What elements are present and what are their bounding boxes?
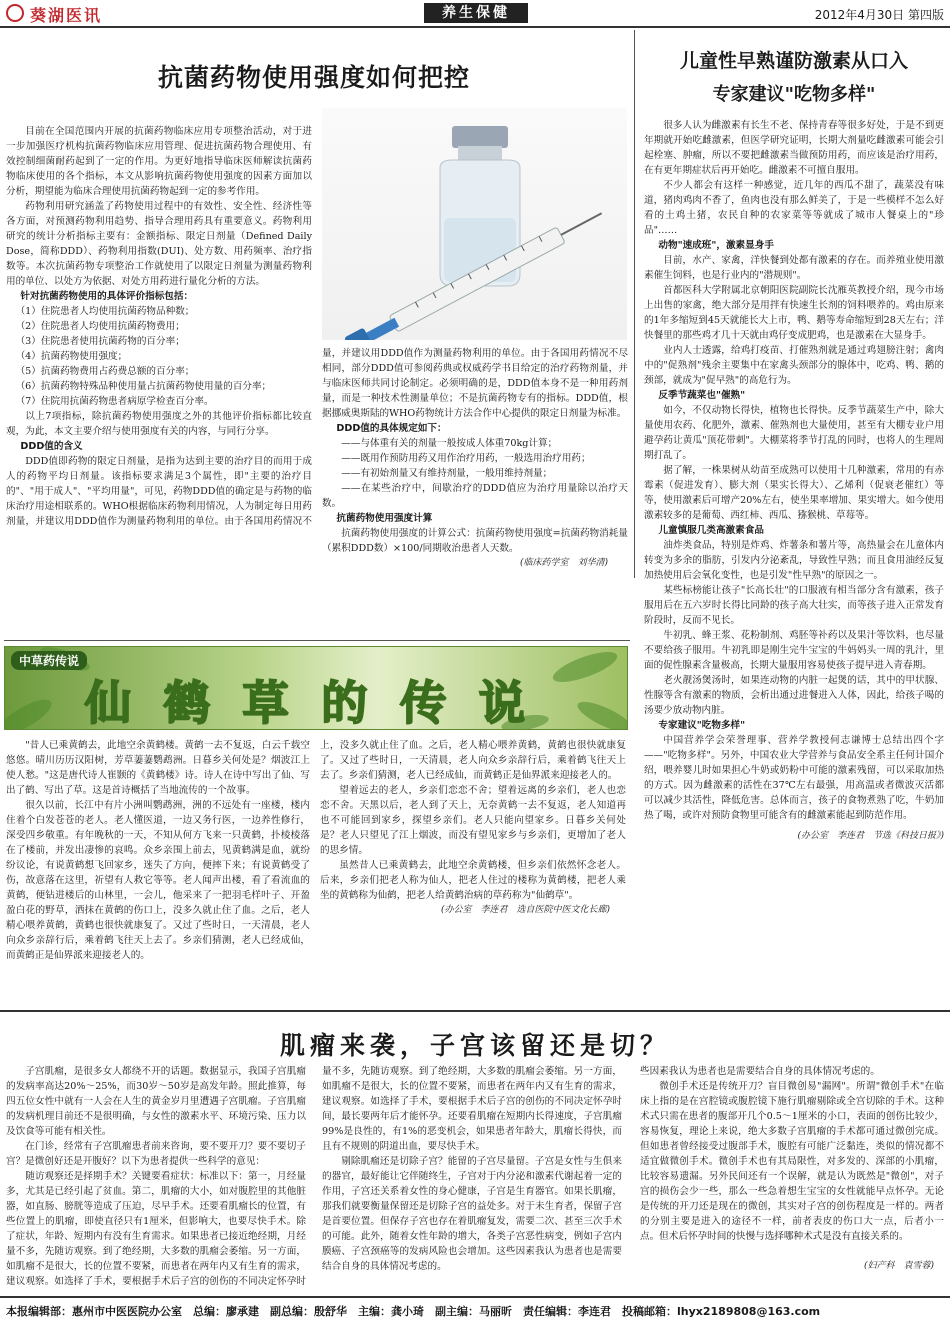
indicator-heading: 针对抗菌药物使用的具体评价指标包括： [20,291,194,302]
article3-title: 肌瘤来袭，子宫该留还是切？ [279,1031,670,1060]
article2-title-line1: 儿童性早熟谨防激素从口入 [679,50,908,72]
article2-h2: 反季节蔬菜也"催熟" [658,390,746,401]
legend-p: "昔人已乘黄鹤去，此地空余黄鹤楼。黄鹤一去不复返，白云千载空悠悠。晴川历历汉阳树，芳草萋萋鹦鹉洲。日暮乡关何处是？烟波江上使人愁。"这是唐代诗人崔颢的《黄鹤楼》诗。诗人在诗中写出了仙、写出了鹤、写出了草。这是首诗概括了当地流传的一个故事。 [6,740,310,796]
section-rule [4,640,630,641]
indicator-item: （3）住院患者使用抗菌药物的百分率； [15,336,185,347]
article3-p: 在门诊，经常有子宫肌瘤患者前来咨询，要不要开刀？要不要切子宫？是微创好还是开腹好？以下为患者提供一些科学的意见： [6,1141,306,1167]
article3-p-cont: 些因素我认为患者也是需要结合自身的具体情况考虑的。 [640,1066,880,1077]
article2-h1: 动物"速成班"，激素显身手 [658,240,774,251]
indicator-item: （6）抗菌药物特殊品种使用量占抗菌药物使用量的百分率； [15,381,272,392]
article3-p: 随访观察还是择期手术？关键要看症状：标准以下：第一，月经量多，尤其是已经引起了贫血。第二，肌瘤的大小，如对腹腔里的其他脏器，如直肠、膀胱等造成了压迫，尽早手术。还要看肌瘤长的位置，有些位置上的肌瘤，即使直径只有1厘米，但影响大，也要尽快手术。除了症状，年龄、短期内有没有生育需求。如果患者已接近绝经期，月经量不多，先随访观察。到了绝经期，大多数的肌瘤会萎缩。另一方面，如肌瘤不是很大，长的位置不要紧，而患者在两年内又有生育的需求，建议观察。如选择了手术，要根据手术后子宫的创伤的不同决定怀孕时 [6,1171,306,1287]
legend-title-char: 仙 [85,676,131,730]
rule-heading: DDD值的具体规定如下： [336,423,447,434]
legend-banner [4,646,628,730]
article3-col1 [6,1064,306,1290]
legend-tag: 中草药传说 [11,651,87,670]
paper-name: 葵湖医讯 [30,6,103,25]
ddd-text-cont: 量，并建议用DDD值作为测量药物利用的单位。由于各国用药情况不尽相同，部分DDD值可参阅药典或权威药学书目给定的治疗药物剂量，并与临床医师共同讨论制定。必须明确的是，DDD值本身不是一种用药剂量，而是一种技术性测量单位；不是抗菌药物专有的指标。DDD值，根据挪威奥斯陆的WHO药物统计方法合作中心提供的限定日剂量为标准。 [322,348,628,419]
article3-col2 [322,1064,622,1290]
article2-p: 很多人认为雌激素有长生不老、保持青春等很多好处，于是不到更年期就开始吃雌激素，但医学研究证明，长期大剂量吃雌激素可能会引起栓塞、肿瘤，所以不要把雌激素当做预防用药，而应该是治疗用药，在有更年期症状后再开始吃。雌激素不可擅自服用。 [644,120,944,176]
legend-col2 [320,738,626,918]
legend-p: 望着远去的老人，乡亲们恋恋不舍；望着远离的乡亲们，老人也恋恋不舍。天黑以后，老人到了天上，无奈黄鹤一去不复返，老人知道再也不可能回到家乡，探望乡亲们。老人只能向望家乡。日暮乡关何处是？老人只望见了江上烟波，而没有望见家乡与乡亲们，更增加了老人的思乡情。 [320,785,626,856]
calc-text: 抗菌药物使用强度的计算公式：抗菌药物使用强度=抗菌药物消耗量（累积DDD数）×100/同期收治患者人天数。 [322,528,628,554]
article3-p: 微创手术还是传统开刀？盲目微创易"漏网"。所谓"微创手术"在临床上指的是在宫腔镜或腹腔镜下施行肌瘤剔除或全宫切除的手术。这种术式只需在患者的腹部开几个0.5～1厘米的小口，表面的创伤比较少，容易恢复，理论上来说，绝大多数子宫肌瘤的手术都可通过微创完成。但如患者曾经接受过腹部手术，腹腔有可能广泛黏连，类似的情况都不适宜做微创手术。微创手术也有其局限性，对多发的、深部的小肌瘤，比较容易遗漏。另外民间还有一个误解，就是认为既然是"微创"，对子宫的损伤会少一些，那么一些急着想生宝宝的女性就能早点怀孕。无论是传统的开刀还是现在的微创，其实对子宫的创伤程度是一样的。两者的分别主要是进入的途径不一样，前者表皮的伤口大一点，后者小一点。但术后怀孕时间的快慢与选择哪种术式是没有直接关系的。 [640,1081,944,1242]
indicator-item: （2）住院患者人均使用抗菌药物费用； [15,321,185,332]
article3-source: (妇产科 袁雪蓉) [863,1261,934,1271]
article2-source: (办公室 李连君 节选《科技日报》) [797,831,944,841]
article1-after-list: 以上7项指标，除抗菌药物使用强度之外的其他评价指标都比较直观，为此，本文主要介绍与使用强度有关的内容，与同行分享。 [6,411,312,437]
legend-title [85,667,525,730]
article1-col1 [6,124,312,529]
article3-p: 子宫肌瘤，是很多女人都绕不开的话题。数据显示，我国子宫肌瘤的发病率高达20%～25%，而30岁～50岁是高发年龄。照此推算，每四五位女性中就有一人会在人生的黄金岁月里遭遇子宫肌瘤。子宫肌瘤的发病机理目前还不是很明确，与女性的激素水平、环境污染、压力以及饮食等可能有相关性。 [6,1066,306,1137]
article2-p: 油炸类食品，特别是炸鸡、炸薯条和薯片等，高热量会在儿童体内转变为多余的脂肪，引发内分泌紊乱，导致性早熟；而且食用油经反复加热使用后会氧化变性，也是引发"性早熟"的原因之一。 [644,540,944,581]
article1-intro-p1: 目前在全国范围内开展的抗菌药物临床应用专项整治活动，对于进一步加强医疗机构抗菌药物临床应用管理、促进抗菌药物合理使用、有效控制细菌耐药起到了一定的作用。为更好地指导临床医师解读抗菌药物临床使用的各个指标，本文从影响抗菌药物使用强度的因素方面加以分析，期望能为临床合理使用抗菌药物起到一定的参考作用。 [6,126,312,197]
legend-title-char: 传 [400,676,447,730]
ddd-text: DDD值即药物的限定日剂量，是指为达到主要的治疗目的而用于成人的药物平均日剂量。该指标要求满足3个属性，即"主要的治疗目的"、"用于成人"、"平均用量"，可见，药物DDD值的确定是与药物的临床治疗用途相联系的。WHO根据临床药物利用情况，人为制定每日用药剂量，并建议用DDD值作为测量药物利用的单位。由于各国用药情况不 [6,456,312,527]
masthead [0,0,950,26]
article2-body [644,118,944,844]
footer-rule [0,1296,950,1298]
article2-p: 首都医科大学附属北京朝阳医院副院长沈雁英教授介绍，现今市场上出售的家禽，绝大部分是用拌有快速生长剂的饲料喂养的。鸡由原来的1年多缩短到45天就能长大上市，鸭、鹅等寿命缩短到28天左右；洋快餐里的那些鸡才几十天就由鸡仔变成肥鸡，也是激素在大显身手。 [644,285,944,341]
legend-col1 [6,738,310,1000]
legend-title-char: 草 [242,676,289,730]
ddd-rule: ——在某些治疗中，间歇治疗的DDD值应为治疗用量除以治疗天数。 [322,483,628,509]
article2-p: 据了解，一株果树从幼苗至成熟可以使用十几种激素，常用的有赤霉素（促进发育）、膨大剂（果实长得大）、乙烯利（促衰老催红）等等，使用激素后可增产20%左右，使坐果率增加、果实增大。如今使用激素较多的是葡萄、西红柿、西瓜、猕猴桃、草莓等。 [644,465,944,521]
vial-syringe-photo [322,108,627,340]
hospital-logo-icon [6,4,24,22]
article2-title-line2: 专家建议"吃物多样" [712,84,876,105]
ddd-heading: DDD值的含义 [20,441,83,452]
legend-title-char: 说 [478,676,525,730]
legend-title-char: 的 [321,676,368,730]
section-label: 养生保健 [424,3,528,23]
ddd-rule: ——与体重有关的剂量一般按成人体重70kg计算； [341,438,558,449]
legend-title-char: 鹤 [163,676,210,730]
article2-p: 牛初乳、蜂王浆、花粉制剂、鸡胚等补药以及果汁等饮料，也尽量不要给孩子服用。牛初乳即是刚生完牛宝宝的牛妈妈头一周的乳汁，里面的促性腺素含量极高，长期大量服用容易使孩子提早进入青春期。 [644,630,944,671]
article2-h3: 儿童慎服几类高激素食品 [658,525,764,536]
article3-col3 [640,1064,944,1274]
article2-p: 目前，水产、家禽，洋快餐到处都有激素的存在。而养殖业使用激素催生饲料，也是行业内的"潜规则"。 [644,255,944,281]
date-page: 2012年4月30日 第四版 [814,8,944,22]
article3-p-cont: 量不多，先随访观察。到了绝经期，大多数的肌瘤会萎缩。另一方面，如肌瘤不是很大，长的位置不要紧，而患者在两年内又有生育的需求，建议观察。如选择了手术，要根据手术后子宫的创伤的不同决定怀孕时间，最长要两年后才能怀孕。还要看肌瘤在短期内长得速度，子宫肌瘤99%是良性的，有1%的恶变机会，如果患者年龄大，肌瘤长得快，而且有不规则的阴道出血，要尽快手术。 [322,1066,622,1152]
indicator-item: （5）抗菌药物费用占药费总额的百分率； [15,366,195,377]
indicator-item: （4）抗菌药物使用强度； [15,351,128,362]
article1-col2 [322,346,628,571]
indicator-item: （7）住院用抗菌药物患者病原学检查百分率。 [15,396,214,407]
legend-p: 很久以前，长江中有片小洲叫鹦鹉洲，洲的不远处有一座楼，楼内住着个白发苍苍的老人。老人懂医道，一边又务行医，一边养性修行，深受四乡敬重。有年晚秋的一天，不知从何方飞来一只黄鹤，扑棱棱落在了楼前，并发出凄惨的哀鸣。众乡亲围上前去，见黄鹤满是血，就纷纷议论，有说黄鹤想飞回家乡，迷失了方向，便摔下来；有说黄鹤受了伤，故意落在这里，祈望有人救它等等。老人闻声出楼，看了看流血的黄鹤，便钻进楼后的山林里，一会儿，他采来了一把羽毛样叶子、开盈盈白花的野草，洒抹在黄鹤的伤口上，没多久就止住了血。之后，老人精心喂养黄鹤，黄鹤也很快就康复了。又过了些时日，一天清晨，老人向众乡亲辞行后，乘着鹤飞往天上去了。乡亲们猜测，老人已经成仙，而黄鹤正是仙界派来迎接老人的。 [6,800,310,961]
article3-p: 剔除肌瘤还是切除子宫？能留的子宫尽量留。子宫是女性与生俱来的器官，最好能让它伴随终生，子宫对于内分泌和激素代谢起着一定的作用，子宫还关系着女性的身心健康，子宫是生育器官。如果长肌瘤，那我们就要衡量保留还是切除子宫的益处多。对于未生育者，保留子宫是首要位置。但保存子宫也存在着肌瘤复发，需要二次、甚至三次手术的可能。此外，随着女性年龄的增大，各类子宫恶性病变，例如子宫内膜癌、子宫颈癌等的发病风险也会增加。这些因素我认为患者也是需要结合自身的具体情况考虑的。 [322,1156,622,1272]
indicator-item: （1）住院患者人均使用抗菌药物品种数； [15,306,195,317]
article2-p: 不少人都会有这样一种感觉，近几年的西瓜不甜了，蔬菜没有味道，猪肉鸡肉不香了，鱼肉也没有那么鲜美了，于是一些模样不怎么好看的土鸡土猪，农民自种的农家菜等等就成了城市人餐桌上的"珍品"…… [644,180,944,236]
ddd-rule: ——既用作预防用药又用作治疗用药，一般选用治疗用药； [341,453,591,464]
column-rule [634,30,635,578]
calc-heading: 抗菌药物使用强度计算 [336,513,433,524]
article2-p: 如今，不仅动物长得快，植物也长得快。反季节蔬菜生产中，除大量使用农药、化肥外，激素、催熟剂也大量使用，甚至有大棚专业户用避孕药让黄瓜"顶花带刺"。大棚菜将季节打乱的同时，也将人的生理周期打乱了。 [644,405,944,461]
article1-intro-p2: 药物利用研究涵盖了药物使用过程中的有效性、安全性、经济性等各方面，对预测药物利用趋势、指导合理用药具有重要意义。药物利用研究的统计分析指标主要有：金额指标、限定日剂量（Defined Daily Dose，简称DDD）、药物利用指数(DUI)、处方数、用药频率、治疗指数等。本次抗菌药物专项整治工作就使用了以限定日剂量为测量药物利用的单位、以处方为依据、对处方用药进行量化分析的方法。 [6,201,312,287]
article1-title: 抗菌药物使用强度如何把控 [157,63,470,92]
footer-text: 本报编辑部：惠州市中医医院办公室 总编：廖承建 副总编：殷舒华 主编：龚小琦 副主编：马丽昕 责任编辑：李连君 投稿邮箱：lhyx2189808@163.com [6,1305,821,1318]
article2-p: 某些标榜能让孩子"长高长壮"的口服液有相当部分含有激素，孩子服用后在五六岁时长得比同龄的孩子高大壮实，而等孩子进入正常发育阶段时，反而不见长。 [644,585,944,626]
masthead-rule [0,26,950,28]
legend-p-cont: 上，没多久就止住了血。之后，老人精心喂养黄鹤，黄鹤也很快就康复了。又过了些时日，一天清晨，老人向众乡亲辞行后，乘着鹤飞往天上去了。乡亲们猜测，老人已经成仙，而黄鹤正是仙界派来迎接老人的。 [320,740,626,781]
legend-source: (办公室 李连君 选自医院中医文化长廊) [440,905,610,915]
article2-p: 业内人士透露，给鸡打疫苗、打催熟剂就是通过鸡翅膀注射；禽肉中的"促熟剂"残余主要集中在家禽头颈部分的腺体中，吃鸡、鸭、鹅的颈部，就成为"促早熟"的高危行为。 [644,345,944,386]
article2-p: 老火靓汤煲汤时，如果连动物的内脏一起煲的话，其中的甲状腺、性腺等含有激素的物质，会析出通过进餐进入人体，因此，给孩子喝的汤要少放动物内脏。 [644,675,944,716]
article2-h4: 专家建议"吃物多样" [658,720,746,731]
article2-p: 中国营养学会荣誉理事、营养学教授何志谦博士总结出四个字——"吃物多样"。另外，中国农业大学营养与食品安全系主任何计国介绍，喂养婴儿时如果担心牛奶或奶粉中可能的激素残留，可以采取加热的方式。因为雌激素的活性在37℃左右最强，用高温或者微波灭活都可以减少其活性，降低危害。总体而言，孩子的食物煮熟了吃，牛奶加热了喝，或许对预防食物里可能含有的雌激素能起到防范作用。 [644,735,944,821]
mid-page-rule [0,1010,950,1012]
ddd-rule: ——有初始剂量又有维持剂量，一般用维持剂量； [341,468,553,479]
article1-source: (临床药学室 刘华清) [519,558,608,568]
legend-p: 虽然昔人已乘黄鹤去，此地空余黄鹤楼，但乡亲们依然怀念老人。后来，乡亲们把老人称为仙人，把老人住过的楼称为黄鹤楼，把老人乘坐的黄鹤称为仙鹤，把老人给黄鹤治病的草药称为"仙鹤草"。 [320,860,626,901]
